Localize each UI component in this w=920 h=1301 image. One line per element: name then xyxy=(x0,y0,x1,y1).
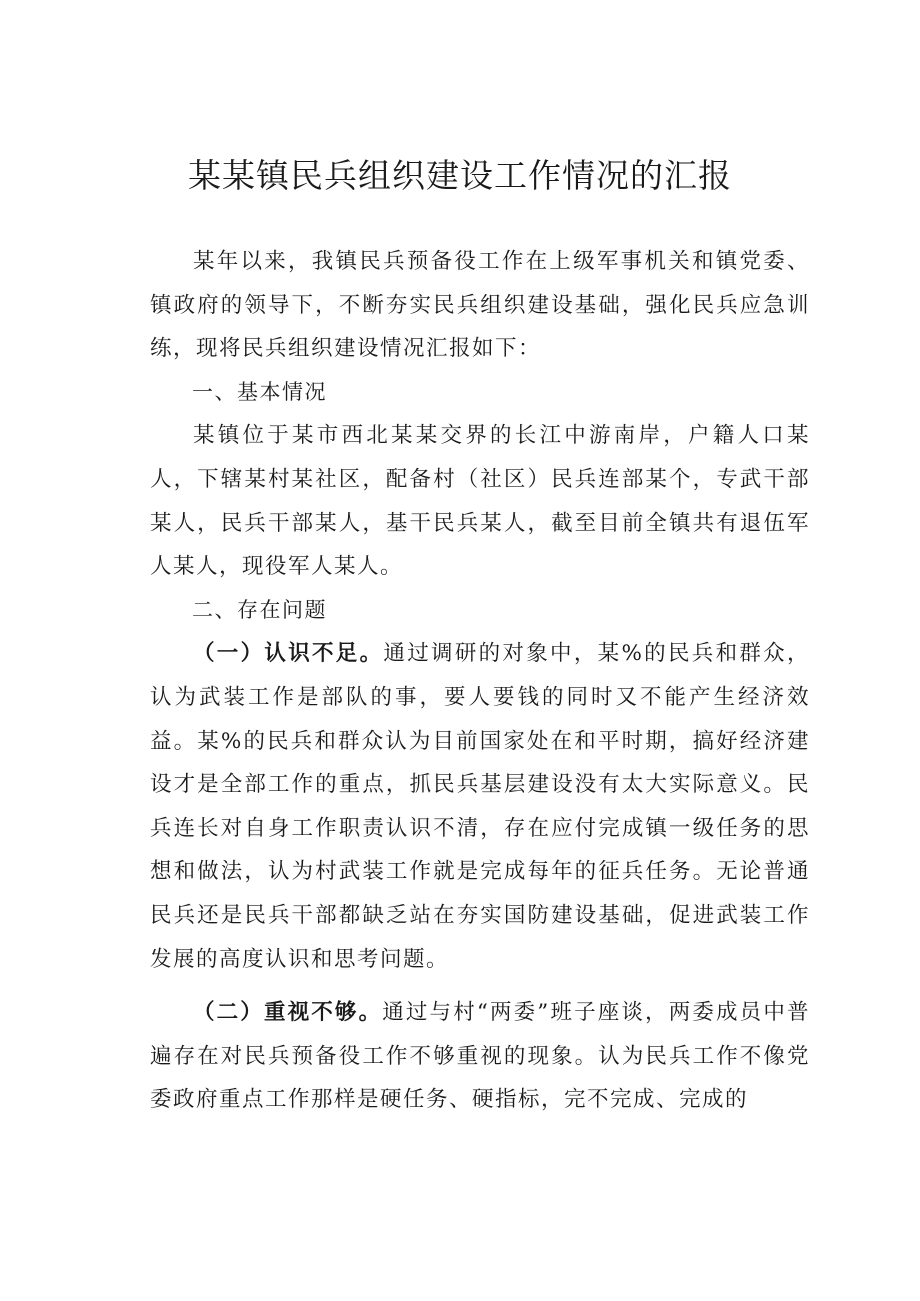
problem-item-1-text: 通过调研的对象中，某%的民兵和群众，认为武装工作是部队的事，要人要钱的同时又不能产生经济效益。某%的民兵和群众认为目前国家处在和平时期，搞好经济建设才是全部工作的重点，抓民兵基层建设没有太大实际意义。民兵连长对自身工作职责认识不清，存在应付完成镇一级任务的思想和做法，认为村武装工作就是完成每年的征兵任务。无论普通民兵还是民兵干部都缺乏站在夯实国防建设基础，促进武装工作发展的高度认识和思考问题。 xyxy=(150,641,810,972)
section-heading-basic-info: 一、基本情况 xyxy=(192,379,327,404)
problem-item-1 xyxy=(150,632,810,981)
problem-item-1-lead: （一）认识不足。 xyxy=(193,641,384,667)
paragraph-spacer xyxy=(150,981,810,991)
problem-item-2-text: 通过与村“两委”班子座谈，两委成员中普遍存在对民兵预备役工作不够重视的现象。认为民兵工作不像党委政府重点工作那样是硬任务、硬指标，完不完成、完成的 xyxy=(150,1000,810,1113)
document-body xyxy=(150,240,810,1122)
section-heading-problems: 二、存在问题 xyxy=(192,597,327,622)
document-title: 某某镇民兵组织建设工作情况的汇报 xyxy=(188,156,732,195)
problem-item-2 xyxy=(150,991,810,1122)
basic-info-paragraph: 某镇位于某市西北某某交界的长江中游南岸，户籍人口某人，下辖某村某社区，配备村（社区）民兵连部某个，专武干部某人，民兵干部某人，基干民兵某人，截至目前全镇共有退伍军人某人，现役军人某人。 xyxy=(150,423,810,580)
problem-item-2-lead: （二）重视不够。 xyxy=(193,1000,383,1026)
intro-paragraph: 某年以来，我镇民兵预备役工作在上级军事机关和镇党委、镇政府的领导下，不断夯实民兵组织建设基础，强化民兵应急训练，现将民兵组织建设情况汇报如下： xyxy=(150,249,810,362)
